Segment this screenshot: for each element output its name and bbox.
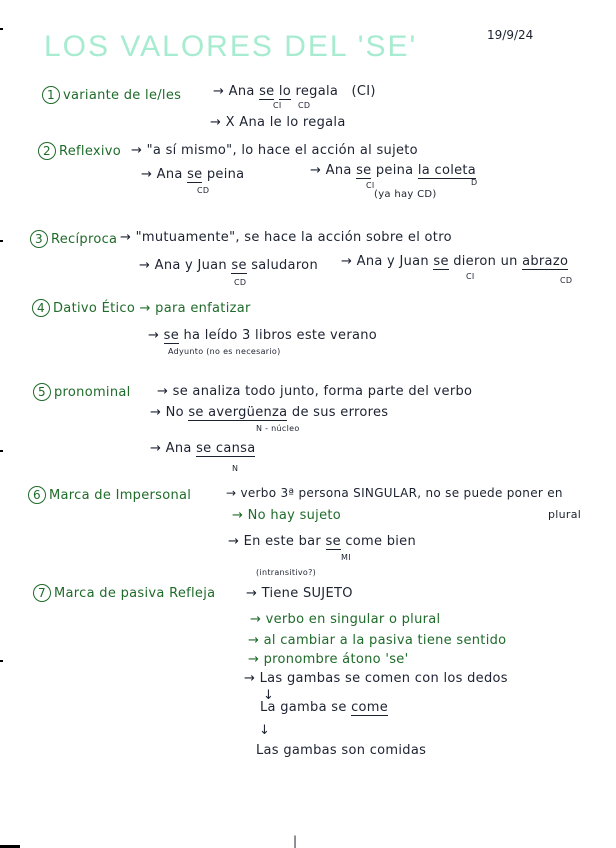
item-3-number: 3 — [30, 230, 48, 248]
item-4-heading — [32, 299, 251, 317]
item-5-exb-verb: se cansa — [196, 441, 256, 456]
item-6-title: Marca de Impersonal — [49, 488, 192, 503]
item-2-example-a — [141, 167, 244, 182]
item-4-sentence: ha leído 3 libros este verano — [183, 328, 378, 343]
item-3-exb-se: se — [433, 254, 449, 269]
item-2-number: 2 — [38, 142, 56, 160]
item-2-exa-tag: CD — [197, 186, 210, 195]
item-7-line-4: → Las gambas se comen con los dedos — [244, 671, 508, 686]
item-6-ex-se: se — [325, 534, 341, 549]
item-3-exb-ci: CI — [466, 272, 475, 281]
item-2-exb-se: se — [356, 163, 372, 178]
item-7-heading — [33, 584, 215, 602]
footer-mark: | — [293, 834, 298, 848]
item-1-arrow: → — [213, 84, 225, 99]
item-3-exb-verb: dieron un — [453, 254, 518, 269]
item-2-exb-object: la coleta — [417, 163, 477, 178]
item-2-exb-verb: peina — [375, 163, 414, 178]
item-5-exb-tag: N — [232, 464, 239, 473]
item-7-step-2-verb: come — [351, 700, 389, 715]
item-5-exb-pre: → Ana — [150, 441, 192, 456]
item-2-exb-note: (ya hay CD) — [374, 189, 437, 200]
item-2-exa-verb: peina — [206, 167, 245, 182]
item-7-line-1: → verbo en singular o plural — [250, 612, 441, 627]
item-3-exa-tag: CD — [234, 278, 247, 287]
item-6-ex-pre: → En este bar — [228, 534, 322, 549]
item-1-subject: Ana — [228, 84, 255, 99]
item-2-exb-subject: → Ana — [310, 163, 352, 178]
item-1-tag: (CI) — [351, 84, 376, 99]
item-2-exa-se: se — [187, 167, 203, 182]
item-1-lo: lo — [278, 84, 292, 99]
item-4-number: 4 — [32, 299, 50, 317]
item-5-number: 5 — [33, 383, 51, 401]
item-2-description: → "a sí mismo", lo hace el acción al sujeto — [131, 143, 418, 158]
item-6-ex-post: come bien — [345, 534, 417, 549]
item-1-title: variante de le/les — [63, 88, 182, 103]
item-5-heading — [33, 383, 131, 401]
item-3-exb-subject: → Ana y Juan — [341, 254, 429, 269]
item-5-exa-tag: N - núcleo — [256, 424, 300, 433]
item-4-title: Dativo Ético — [53, 301, 136, 316]
item-1-ci-label: CI — [273, 101, 282, 110]
item-1-verb: regala — [295, 84, 339, 99]
item-4-se: se — [163, 328, 180, 343]
item-1-se: se — [259, 84, 275, 99]
date-label: 19/9/24 — [487, 28, 534, 42]
item-6-description-cont: plural — [548, 508, 582, 521]
binder-hole-mark — [0, 450, 3, 452]
item-2-exa-subject: → Ana — [141, 167, 183, 182]
item-4-description: → para enfatizar — [139, 301, 251, 316]
binder-hole-mark — [0, 660, 3, 662]
item-2-title: Reflexivo — [59, 144, 122, 159]
item-2-example-b — [310, 163, 476, 178]
item-3-title: Recíproca — [51, 232, 118, 247]
item-5-title: pronominal — [54, 385, 131, 400]
item-5-exa-pre: → No — [150, 405, 184, 420]
item-1-heading — [42, 86, 181, 104]
item-7-step-2-text: La gamba se — [260, 700, 347, 715]
item-3-description: → "mutuamente", se hace la acción sobre el otro — [120, 230, 452, 245]
item-7-step-2 — [260, 700, 388, 715]
item-7-line-2: → al cambiar a la pasiva tiene sentido — [248, 633, 507, 648]
item-6-example — [228, 534, 416, 549]
binder-hole-mark — [0, 240, 3, 242]
item-7-title: Marca de pasiva Refleja — [54, 586, 216, 601]
item-5-exa-verb: se avergüenza — [188, 405, 288, 420]
item-3-exa-verb: saludaron — [251, 258, 318, 273]
item-2-heading — [38, 142, 121, 160]
item-1-example — [213, 84, 376, 99]
item-6-ex-tag: MI — [341, 553, 351, 562]
item-1-cd-label: CD — [298, 101, 311, 110]
item-1-counterexample: → X Ana le lo regala — [210, 115, 346, 130]
item-3-example-b — [341, 254, 568, 269]
item-7-line-3: → pronombre átono 'se' — [248, 652, 409, 667]
item-7-arrow-2: ↓ — [259, 723, 271, 738]
item-7-description: → Tiene SUJETO — [246, 586, 353, 601]
item-6-number: 6 — [28, 486, 46, 504]
item-2-exb-ci: CI — [366, 181, 375, 190]
item-3-exb-object: abrazo — [522, 254, 569, 269]
item-3-exa-se: se — [231, 258, 247, 273]
item-3-exb-cd: CD — [560, 276, 573, 285]
item-7-arrow-1: ↓ — [263, 688, 275, 703]
item-5-description: → se analiza todo junto, forma parte del verbo — [157, 384, 473, 399]
item-3-heading — [30, 230, 117, 248]
item-6-note: (intransitivo?) — [256, 568, 317, 577]
item-3-example-a — [139, 258, 318, 273]
item-7-step-3: Las gambas son comidas — [256, 743, 427, 758]
item-6-description: → verbo 3ª persona SINGULAR, no se puede poner en — [226, 486, 563, 500]
item-2-exb-d: D — [471, 178, 478, 187]
binder-hole-mark — [0, 28, 3, 30]
item-5-example-a — [150, 405, 388, 420]
item-5-example-b — [150, 441, 255, 456]
item-1-number: 1 — [42, 86, 60, 104]
item-7-number: 7 — [33, 584, 51, 602]
item-3-exa-subject: → Ana y Juan — [139, 258, 227, 273]
item-4-example — [148, 328, 377, 343]
item-5-exa-post: de sus errores — [291, 405, 389, 420]
page-title: LOS VALORES DEL 'SE' — [44, 30, 418, 63]
item-4-note: Adyunto (no es necesario) — [168, 347, 281, 356]
item-6-subpoint: → No hay sujeto — [232, 508, 342, 523]
item-4-arrow: → — [148, 328, 160, 343]
item-6-heading — [28, 486, 191, 504]
